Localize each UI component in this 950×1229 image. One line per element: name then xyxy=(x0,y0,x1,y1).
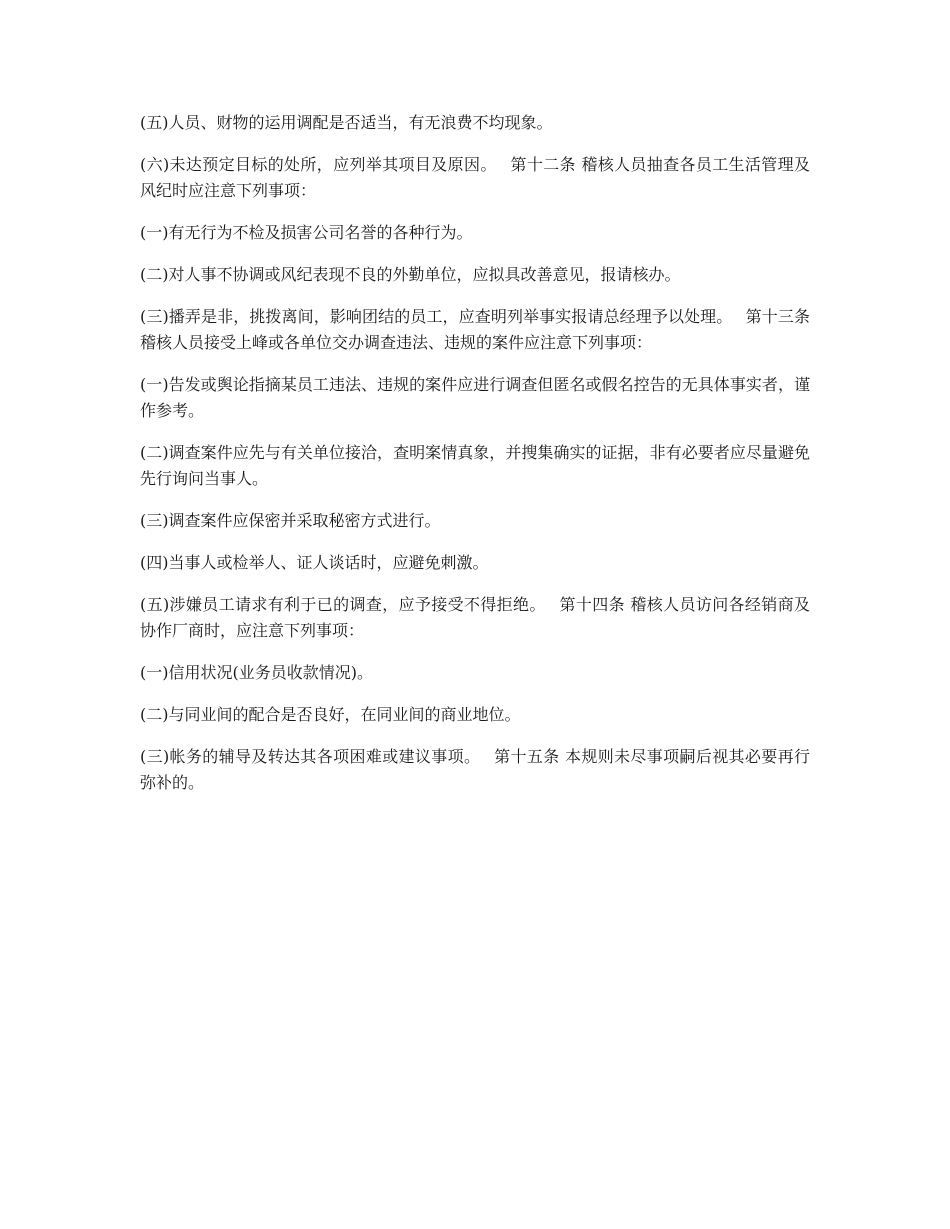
paragraph: (二)与同业间的配合是否良好，在同业间的商业地位。 xyxy=(140,705,521,724)
paragraph: (二)对人事不协调或风纪表现不良的外勤单位，应拟具改善意见，报请核办。 xyxy=(140,265,681,284)
paragraph: (二)调查案件应先与有关单位接洽，查明案情真象，并搜集确实的证据，非有必要者应尽量避免先行询问当事人。 xyxy=(140,443,810,488)
paragraph: (一)信用状况(业务员收款情况)。 xyxy=(140,663,373,682)
paragraph: (一)有无行为不检及损害公司名誉的各种行为。 xyxy=(140,223,473,242)
paragraph: (四)当事人或检举人、证人谈话时，应避免刺激。 xyxy=(140,553,489,572)
paragraph: (五)涉嫌员工请求有利于已的调查，应予接受不得拒绝。 第十四条 稽核人员访问各经销商及协作厂商时，应注意下列事项： xyxy=(140,595,810,640)
paragraph: (一)告发或舆论指摘某员工违法、违规的案件应进行调查但匿名或假名控告的无具体事实者，谨作参考。 xyxy=(140,375,810,420)
paragraph: (五)人员、财物的运用调配是否适当，有无浪费不均现象。 xyxy=(140,113,553,132)
paragraph: (三)播弄是非，挑拨离间，影响团结的员工，应查明列举事实报请总经理予以处理。 第十三条 稽核人员接受上峰或各单位交办调查违法、违规的案件应注意下列事项： xyxy=(140,307,810,352)
document-body xyxy=(140,110,810,812)
paragraph: (六)未达预定目标的处所，应列举其项目及原因。 第十二条 稽核人员抽查各员工生活管理及风纪时应注意下列事项： xyxy=(140,155,810,200)
paragraph: (三)帐务的辅导及转达其各项困难或建议事项。 第十五条 本规则未尽事项嗣后视其必要再行弥补的。 xyxy=(140,747,810,792)
paragraph: (三)调查案件应保密并采取秘密方式进行。 xyxy=(140,511,441,530)
